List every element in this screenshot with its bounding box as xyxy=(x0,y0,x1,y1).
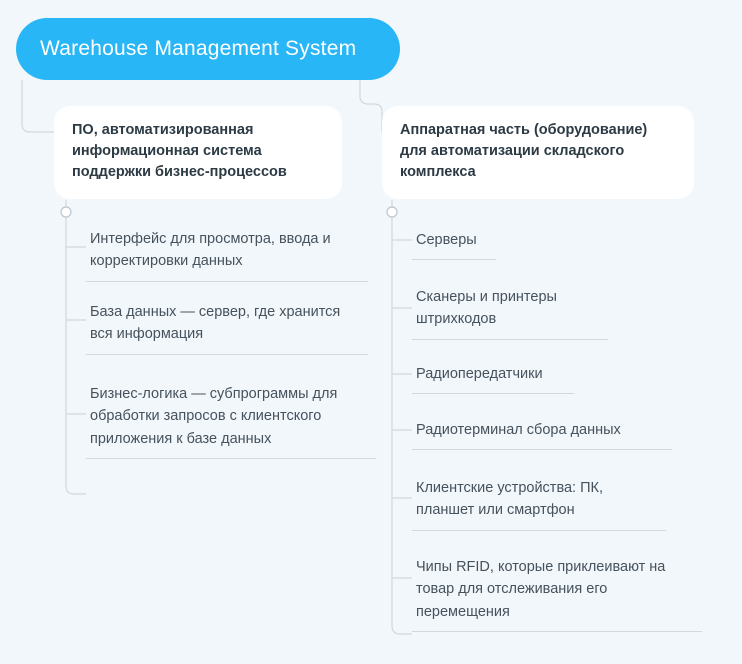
leaf-item-label: Радиопередатчики xyxy=(416,366,543,382)
leaf-item[interactable] xyxy=(412,363,574,394)
branch-node-software-label: ПО, автоматизированная информационная система поддержки бизнес-процессов xyxy=(72,122,287,181)
leaf-item[interactable] xyxy=(86,228,368,282)
leaf-item[interactable] xyxy=(412,229,496,260)
leaf-item-label: Серверы xyxy=(416,232,477,248)
leaf-item-label: Сканеры и принтеры штрихкодов xyxy=(416,289,557,328)
leaf-item[interactable] xyxy=(412,286,608,340)
leaf-item-label: Радиотерминал сбора данных xyxy=(416,422,621,438)
leaf-item[interactable] xyxy=(412,556,702,632)
leaf-item[interactable] xyxy=(412,419,672,450)
leaf-item[interactable] xyxy=(86,301,368,355)
branch-node-hardware[interactable] xyxy=(382,106,694,199)
leaf-item-label: База данных — сервер, где хранится вся информация xyxy=(90,304,341,343)
branch-node-hardware-label: Аппаратная часть (оборудование) для автоматизации складского комплекса xyxy=(400,122,648,181)
leaf-item-label: Интерфейс для просмотра, ввода и корректировки данных xyxy=(90,231,331,270)
branch-node-software[interactable] xyxy=(54,106,342,199)
leaf-item-label: Чипы RFID, которые приклеивают на товар для отслеживания его перемещения xyxy=(416,559,666,620)
root-node-label: Warehouse Management System xyxy=(40,37,357,61)
leaf-item-label: Клиентские устройства: ПК, планшет или смартфон xyxy=(416,480,603,519)
leaf-item[interactable] xyxy=(86,383,376,459)
leaf-item-label: Бизнес-логика — субпрограммы для обработки запросов с клиентского приложения к базе данных xyxy=(90,386,338,447)
root-node[interactable] xyxy=(16,18,400,80)
leaf-item[interactable] xyxy=(412,477,666,531)
